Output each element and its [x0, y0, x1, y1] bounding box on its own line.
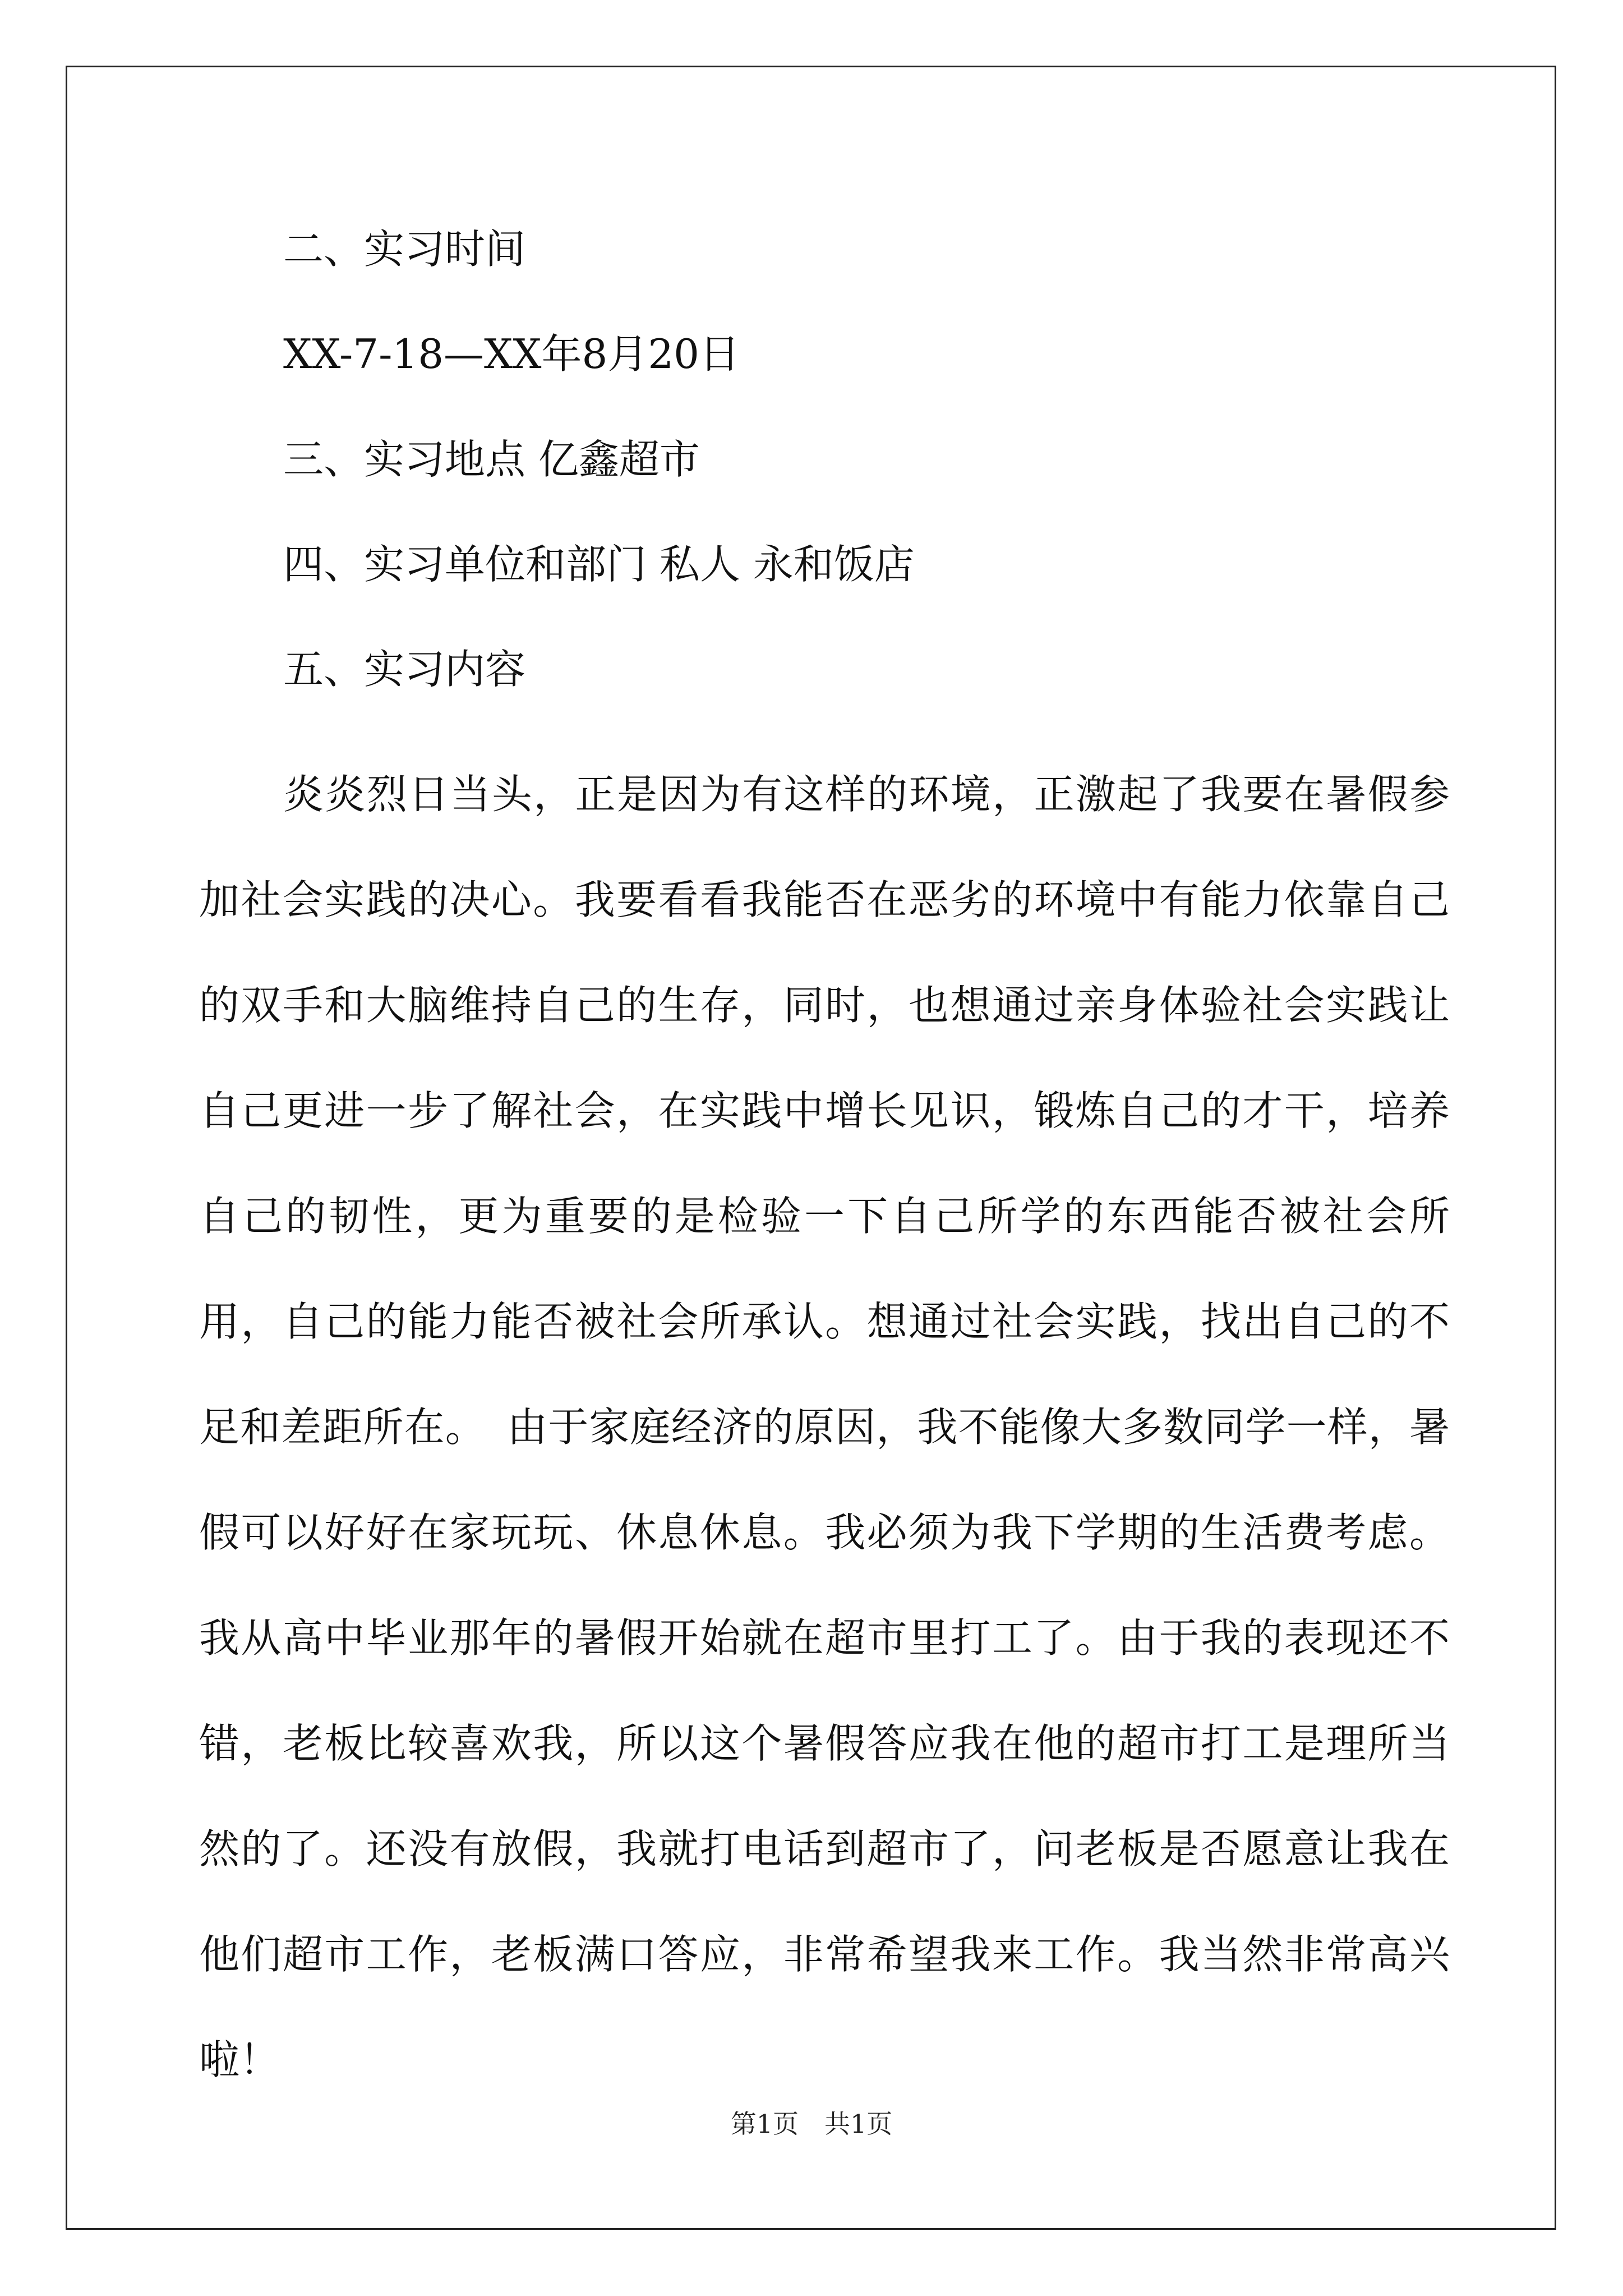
content-paragraph: 炎炎烈日当头，正是因为有这样的环境，正激起了我要在暑假参加社会实践的决心。我要看看我能否在恶劣的环境中有能力依靠自己的双手和大脑维持自己的生存，同时，也想通过亲身体验社会实践让自己更进一步了解社会，在实践中增长见识，锻炼自己的才干，培养自己的韧性，更为重要的是检验一下自己所学的东西能否被社会所用，自己的能力能否被社会所承认。想通过社会实践，找出自己的不足和差距所在。 由于家庭经济的原因，我不能像大多数同学一样，暑假可以好好在家玩玩、休息休息。我必须为我下学期的生活费考虑。我从高中毕业那年的暑假开始就在超市里打工了。由于我的表现还不错，老板比较喜欢我，所以这个暑假答应我在他的超市打工是理所当然的了。还没有放假，我就打电话到超市了，问老板是否愿意让我在他们超市工作，老板满口答应，非常希望我来工作。我当然非常高兴啦！	[199, 771, 1450, 2083]
internship-dates: XX-7-18—XX年8月20日	[283, 330, 740, 378]
section-heading-unit: 四、实习单位和部门 私人 永和饭店	[283, 541, 915, 588]
section-heading-location: 三、实习地点 亿鑫超市	[283, 436, 700, 483]
section-heading-time: 二、实习时间	[283, 226, 526, 273]
page-footer: 第1页 共1页	[730, 2109, 893, 2139]
section-heading-content: 五、实习内容	[283, 646, 526, 693]
